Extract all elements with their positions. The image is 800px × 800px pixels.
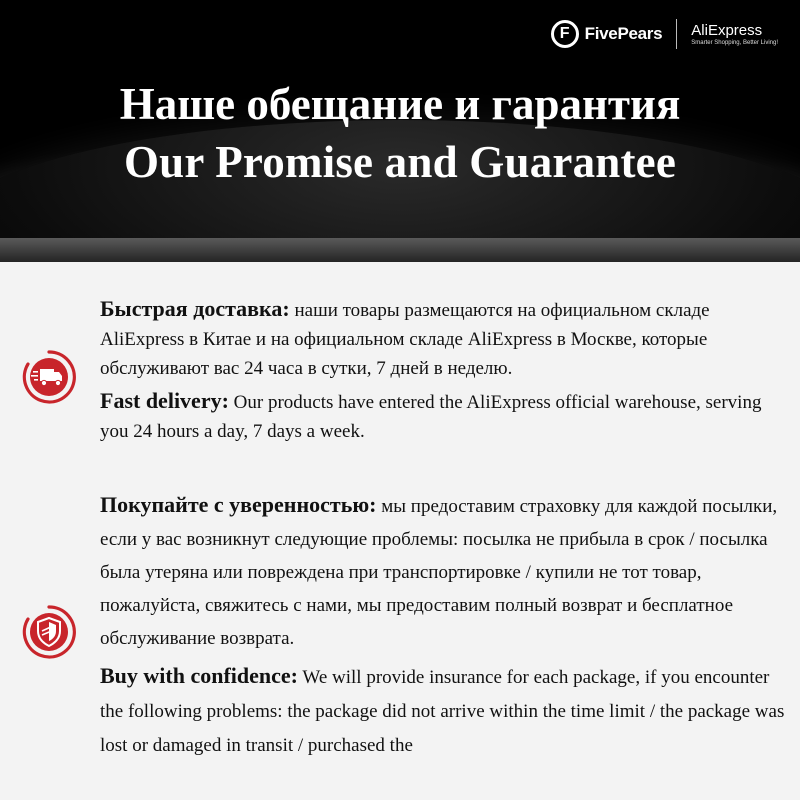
delivery-en-paragraph [100,386,790,446]
delivery-ru-text: наши товары размещаются на официальном складе AliExpress в Китае и на официальном складе AliExpress в Москве, которые обслуживают вас 24 часа в сутки, 7 дней в неделю. [100,300,710,379]
hero-floor-decoration [0,238,800,262]
aliexpress-logo [691,22,778,47]
brand-divider [676,19,677,49]
delivery-section [100,294,790,446]
delivery-ru-lead: Быстрая доставка: [100,296,290,321]
fivepears-mark-icon: F [551,20,579,48]
delivery-en-lead: Fast delivery: [100,388,229,413]
hero-banner [0,0,800,262]
confidence-ru-paragraph [100,488,790,655]
confidence-en-paragraph [100,659,790,763]
shield-icon [20,603,78,661]
truck-icon [20,348,78,406]
fivepears-logo [551,20,663,48]
confidence-en-text: We will provide insurance for each package, if you encounter the following problems: the package did not arrive within the time limit / the package was lost or damaged in transit / purchased the [100,667,785,756]
page-title-en: Our Promise and Guarantee [123,137,677,187]
confidence-en-lead: Buy with confidence: [100,663,298,688]
confidence-ru-text: мы предоставим страховку для каждой посылки, если у вас возникнут следующие проблемы: посылка не прибыла в срок / посылка была утеряна или повреждена при транспортировке / купили не тот товар, пожалуйста, свяжитесь с нами, мы предоставим полный возврат и бесплатное обслуживание возврата. [100,496,778,649]
aliexpress-name: AliExpress [691,21,763,39]
delivery-en-text: Our products have entered the AliExpress official warehouse, serving you 24 hours a day, 7 days a week. [100,392,762,442]
delivery-ru-paragraph [100,294,790,383]
confidence-section [100,488,790,763]
page-title-ru: Наше обещание и гарантия [119,79,681,129]
confidence-ru-lead: Покупайте с уверенностью: [100,492,377,517]
fivepears-name: FivePears [584,24,663,43]
brand-bar [551,14,778,54]
aliexpress-tagline: Smarter Shopping, Better Living! [691,39,778,46]
